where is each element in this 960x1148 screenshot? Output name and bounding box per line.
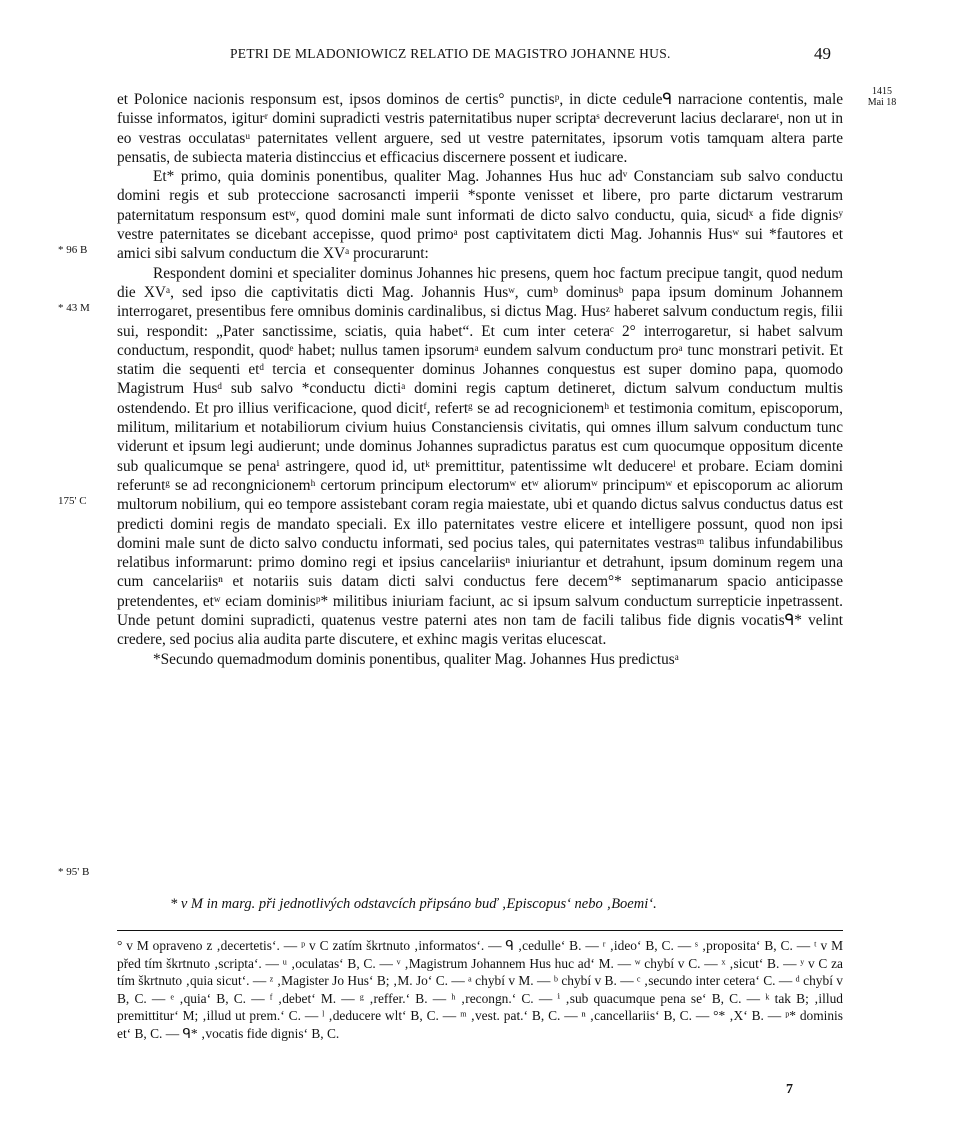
running-title: PETRI DE MLADONIOWICZ RELATIO DE MAGISTRO JOHANNE HUS.: [230, 46, 671, 61]
page-number: 49: [814, 44, 831, 63]
margin-note: * 95' B: [58, 866, 90, 878]
footnote-divider: [117, 930, 843, 931]
signature-mark: 7: [786, 1082, 793, 1097]
footnotes: ° v M opraveno z ‚decertetis‘. — ᵖ v C zatím škrtnuto ‚informatos‘. — ᑫ ‚cedulle‘ B. — ʳ ‚ideo‘ B, C. — ˢ ‚proposita‘ B, C. — ᵗ v M před tím škrtnuto ‚scripta‘. — ᵘ ‚oculatas‘ B, C. — ᵛ ‚Magistrum Johannem Hus huc ad‘ M. — ʷ chybí v C. — ˣ ‚sicut‘ B. — ʸ v C za tím škrtnuto ‚quia sicut‘. — ᶻ ‚Magister Jo Hus‘ B; ‚M. Jo‘ C. — ᵃ chybí v M. — ᵇ chybí v B. — ᶜ ‚secundo inter cetera‘ C. — ᵈ chybí v B, C. — ᵉ ‚quia‘ B, C. — ᶠ ‚debet‘ M. — ᵍ ‚reffer.‘ B. — ʰ ‚recongn.‘ C. — ⁱ ‚sub quacumque pena se‘ B, C. — ᵏ tak B; ‚illud premittitur‘ M; ‚illud ut prem.‘ C. — ˡ ‚deducere wlt‘ B, C. — ᵐ ‚vest. pat.‘ B, C. — ⁿ ‚cancellariis‘ B, C. — °* ‚X‘ B. — ᵖ* dominis et‘ B, C. — ᑫ* ‚vocatis fide dignis‘ B, C.: [117, 938, 843, 1041]
date-note: [860, 86, 904, 108]
margin-note: * 43 M: [58, 302, 90, 314]
paragraph: Respondent domini et specialiter dominus Johannes hic presens, quem hoc factum precipue tangit, quod nedum die XVᵃ, sed ipso die captivitatis dicti Mag. Johannis Husʷ, cumᵇ dominusᵇ papa ipsum dominum Johannem interrogaret, presentibus fere omnibus dominis cardinalibus, si dictus Mag. Husᶻ haberet salvum conductum regis, filii sui, respondit: „Pater sanctissime, sciatis, quia habet“. Et cum inter ceteraᶜ 2° interrogaretur, si habet salvum conductum, respondit, quodᵉ habet; nullus tamen ipsorumᵃ eundem salvum conductum proᵃ tunc monstrari petivit. Et statim die sequenti etᵈ tercia et consequenter dominus Johannes conquestus est super domino papa, quomodo Magistrum Husᵈ sub salvo *conductu dictiᵃ domini regis captum detineret, dictum salvum conductum multis ostendendo. Et pro illius verificacione, quod dicitᶠ, refertᵍ se ad recognicionemʰ et testimonia comitum, episcoporum, militum, militarium et notabiliorum civium huius Constanciensis civitatis, qui omnes illum salvum conductum tunc viderunt et ipsum legi audierunt; unde dominus Johannes supradictus paratus est cum quocumque oppositum dicente sub qualicumque se penaⁱ astringere, quod id, utᵏ premittitur, patentissime wlt deducereˡ et probare. Eciam domini referuntᵍ se ad recongnicionemʰ certorum principum electorumʷ etʷ aliorumʷ principumʷ et episcoporum ac aliorum multorum nobilium, qui eo tempore assistebant coram regia maiestate, ubi et quando dictus salvus conductus datus est predicti domini regis de mandato speciali. Ex illo paternitates vestre elicere et intelligere possunt, quod non ipsi domini male sunt de dicto salvo conductu informati, sed pocius tales, qui paternitates vestrasᵐ talibus infundabilibus relatibus informarunt: primo domino regi et ipsius cancelariisⁿ iniuriantur et detrahunt, ipsum dominum regem una cum cancelariisⁿ et notariis suis datam dicti salvi conductus fere decem°* septimanarum spacio anticipasse pretendentes, etʷ eciam dominisᵖ* militibus iniuriam faciunt, ac si ipsum salvum conductum surrepticie inpetrassent. Unde petunt domini supradicti, quatenus vestre paterni ates non tam de facili talibus fide dignis vocatisᑫ* velint credere, sed pocius alia audita parte discutere, et exhinc magis veritas elucescat.: [117, 264, 843, 649]
date-note-day: Mai 18: [867, 97, 897, 108]
main-text: [117, 90, 843, 669]
margin-note: 175' C: [58, 495, 87, 507]
margin-note: * 96 B: [58, 244, 88, 256]
paragraph: Et* primo, quia dominis ponentibus, qualiter Mag. Johannes Hus huc adᵛ Constanciam sub salvo conductu domini regis et sub proteccione sacrosancti imperii *sponte venisset et libere, pro parte dictarum vestrarum paternitatum responsum estʷ, quod domini male sunt informati de dicto salvo conductu, quia, sicudˣ a fide dignisʸ vestre paternitates se dicebant accepisse, quod primoᵃ post captivitatem dicti Mag. Johannis Husʷ sui *fautores et amici sibi salvum conductum die XVᵃ procurarunt:: [117, 168, 843, 263]
paragraph: et Polonice nacionis responsum est, ipsos dominos de certis° punctisᵖ, in dicte ceduleᑫ narracione contentis, male fuisse informatos, igiturʳ domini supradicti vestris paternitatibus nuper scriptaˢ decreverunt lacius declarareᵗ, non ut in eo vestras occulatasᵘ paternitates vellent arguere, sed ut vestre paternitates, ipsorum votis tamquam altera parte pensatis, de subiecta materia distinccius et efficacius discernere possent et iudicare.: [117, 91, 843, 166]
date-note-year: 1415: [872, 86, 892, 97]
paragraph: *Secundo quemadmodum dominis ponentibus, qualiter Mag. Johannes Hus predictusᵃ: [153, 650, 679, 668]
editor-note: * v M in marg. při jednotlivých odstavcích připsáno buď ‚Episcopus‘ nebo ‚Boemi‘.: [170, 896, 657, 912]
